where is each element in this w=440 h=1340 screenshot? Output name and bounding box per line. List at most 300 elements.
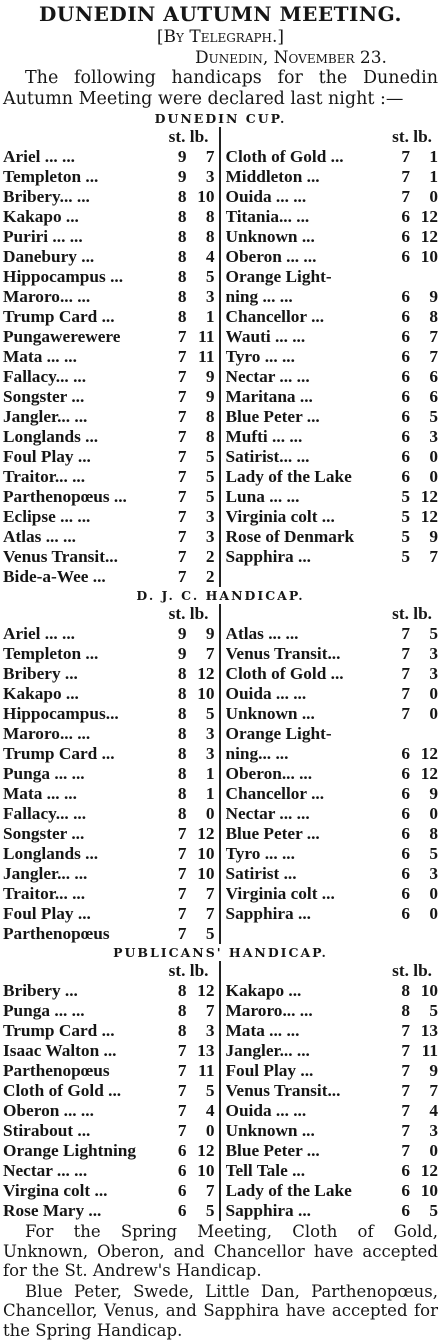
- horse-entry: [226, 1201, 439, 1221]
- weight-stone: 7: [388, 704, 410, 724]
- weight-pounds: 0: [410, 467, 438, 487]
- horse-name: Isaac Walton ...: [3, 1041, 165, 1061]
- horse-entry: [226, 487, 439, 507]
- weight-pounds: 3: [187, 744, 215, 764]
- horse-entry: [226, 447, 439, 467]
- weight-pounds: 1: [410, 167, 438, 187]
- weight-pounds: 3: [410, 644, 438, 664]
- weight-pounds: 5: [187, 1201, 215, 1221]
- weight-stone: 7: [165, 824, 187, 844]
- horse-name: Ariel ... ...: [3, 147, 165, 167]
- weight-pounds: 3: [187, 527, 215, 547]
- weight-pounds: 0: [410, 187, 438, 207]
- weight-stone: 9: [165, 167, 187, 187]
- horse-entry: [226, 147, 439, 167]
- weight-stone: 8: [388, 1001, 410, 1021]
- weight-stone: 9: [165, 624, 187, 644]
- weight-stone: 5: [388, 527, 410, 547]
- horse-entry: [3, 864, 215, 884]
- horse-entry: [226, 507, 439, 527]
- weight-pounds: 8: [410, 307, 438, 327]
- horse-name: ning... ...: [226, 744, 389, 764]
- horse-name: Cloth of Gold ...: [226, 664, 389, 684]
- horse-name: Orange Lightning: [3, 1141, 165, 1161]
- horse-name: Tell Tale ...: [226, 1161, 389, 1181]
- weight-stone: 8: [165, 207, 187, 227]
- weight-stone: 6: [388, 467, 410, 487]
- weight-pounds: 3: [187, 287, 215, 307]
- weight-stone: 6: [165, 1181, 187, 1201]
- horse-entry: [226, 207, 439, 227]
- weight-stone: 7: [165, 864, 187, 884]
- horse-entry: [3, 507, 215, 527]
- weight-stone: 7: [165, 567, 187, 587]
- weight-stone: 7: [165, 1041, 187, 1061]
- weight-stone: 7: [165, 427, 187, 447]
- horse-name: Rose Mary ...: [3, 1201, 165, 1221]
- horse-name: Bribery ...: [3, 981, 165, 1001]
- weight-pounds: 5: [187, 447, 215, 467]
- horse-entry: [3, 981, 215, 1001]
- weight-pounds: 5: [410, 844, 438, 864]
- horse-name: Ouida ... ...: [226, 684, 389, 704]
- horse-name: ning ... ...: [226, 287, 389, 307]
- weight-stone: 6: [388, 1161, 410, 1181]
- weight-pounds: 0: [410, 884, 438, 904]
- horse-name: Longlands ...: [3, 844, 165, 864]
- weight-pounds: 9: [187, 367, 215, 387]
- horse-entry: [3, 904, 215, 924]
- subhead: [By Telegraph.]: [3, 26, 438, 48]
- weight-pounds: 9: [410, 1061, 438, 1081]
- weight-pounds: 3: [187, 1021, 215, 1041]
- weight-pounds: 9: [187, 624, 215, 644]
- weight-stone: 6: [388, 764, 410, 784]
- horse-entry: [226, 527, 439, 547]
- weight-stone: 8: [165, 764, 187, 784]
- horse-entry: [226, 1181, 439, 1201]
- weight-header-label: st. lb.: [392, 604, 432, 624]
- weight-stone: 7: [388, 664, 410, 684]
- horse-name: Foul Play ...: [3, 447, 165, 467]
- horse-entry: [3, 1081, 215, 1101]
- weight-pounds: 10: [187, 187, 215, 207]
- horse-name: Mufti ... ...: [226, 427, 389, 447]
- horse-name: Oberon ... ...: [226, 247, 389, 267]
- horse-entry: [3, 267, 215, 287]
- horse-name: Eclipse ... ...: [3, 507, 165, 527]
- weight-pounds: 1: [187, 784, 215, 804]
- weight-pounds: 3: [187, 724, 215, 744]
- horse-name: Sapphira ...: [226, 1201, 389, 1221]
- weight-pounds: 0: [410, 447, 438, 467]
- horse-name: Danebury ...: [3, 247, 165, 267]
- horse-entry: [3, 764, 215, 784]
- horse-entry: [3, 167, 215, 187]
- horse-entry: [226, 1061, 439, 1081]
- horse-entry: [226, 267, 439, 287]
- horse-name: Ariel ... ...: [3, 624, 165, 644]
- weight-stone: 7: [165, 844, 187, 864]
- weight-pounds: 8: [187, 207, 215, 227]
- weight-stone: 8: [388, 981, 410, 1001]
- weight-stone: 6: [388, 904, 410, 924]
- horse-name: Cloth of Gold ...: [3, 1081, 165, 1101]
- horse-name: Wauti ... ...: [226, 327, 389, 347]
- horse-entry: [226, 864, 439, 884]
- horse-name: Jangler... ...: [3, 864, 165, 884]
- horse-name: Cloth of Gold ...: [226, 147, 389, 167]
- weight-pounds: 10: [187, 864, 215, 884]
- weight-stone: 8: [165, 267, 187, 287]
- horse-name: Traitor... ...: [3, 467, 165, 487]
- horse-name: Lady of the Lake: [226, 467, 389, 487]
- horse-entry: [3, 527, 215, 547]
- horse-name: Oberon ... ...: [3, 1101, 165, 1121]
- weight-pounds: 11: [187, 347, 215, 367]
- horse-name: Songster ...: [3, 387, 165, 407]
- horse-entry: [3, 1061, 215, 1081]
- weight-stone: 7: [388, 624, 410, 644]
- horse-name: Songster ...: [3, 824, 165, 844]
- horse-name: Maroro... ...: [226, 1001, 389, 1021]
- weight-header: [3, 604, 215, 624]
- horse-entry: [226, 227, 439, 247]
- horse-name: Jangler... ...: [3, 407, 165, 427]
- horse-name: Lady of the Lake: [226, 1181, 389, 1201]
- weight-pounds: 5: [410, 1201, 438, 1221]
- horse-name: Orange Light-: [226, 267, 389, 287]
- weight-header-label: st. lb.: [169, 604, 209, 624]
- weight-stone: 8: [165, 227, 187, 247]
- weight-stone: 5: [388, 547, 410, 567]
- horse-name: Trump Card ...: [3, 307, 165, 327]
- horse-name: Chancellor ...: [226, 307, 389, 327]
- weight-pounds: 0: [187, 804, 215, 824]
- weight-stone: 8: [165, 784, 187, 804]
- horse-entry: [3, 724, 215, 744]
- horse-name: Kakapo ...: [3, 684, 165, 704]
- horse-entry: [3, 1201, 215, 1221]
- weight-stone: 8: [165, 664, 187, 684]
- weight-pounds: 7: [187, 904, 215, 924]
- horse-entry: [3, 1021, 215, 1041]
- weight-stone: 6: [388, 784, 410, 804]
- weight-stone: 6: [165, 1201, 187, 1221]
- horse-name: Punga ... ...: [3, 1001, 165, 1021]
- horse-entry: [3, 367, 215, 387]
- weight-pounds: 5: [187, 704, 215, 724]
- handicap-tables: [3, 110, 438, 1221]
- horse-entry: [226, 884, 439, 904]
- race-title: D. J. C. HANDICAP.: [3, 587, 438, 604]
- horse-name: Satirist ...: [226, 864, 389, 884]
- weight-pounds: 9: [187, 387, 215, 407]
- horse-entry: [226, 804, 439, 824]
- footer-paragraph: For the Spring Meeting, Cloth of Gold, Unknown, Oberon, and Chancellor have accepted for the St. Andrew's Handicap.: [3, 1222, 438, 1281]
- handicap-column-right: [221, 961, 439, 1221]
- weight-pounds: 12: [410, 744, 438, 764]
- horse-entry: [226, 1041, 439, 1061]
- horse-entry: [3, 1041, 215, 1061]
- weight-pounds: 10: [187, 684, 215, 704]
- horse-entry: [226, 704, 439, 724]
- horse-name: Sapphira ...: [226, 547, 389, 567]
- horse-entry: [3, 147, 215, 167]
- weight-stone: 7: [165, 507, 187, 527]
- horse-name: Templeton ...: [3, 167, 165, 187]
- weight-stone: 7: [165, 1121, 187, 1141]
- weight-pounds: 11: [187, 1061, 215, 1081]
- horse-name: Nectar ... ...: [226, 804, 389, 824]
- horse-name: Parthenopœus: [3, 924, 165, 944]
- weight-header: [3, 127, 215, 147]
- horse-entry: [226, 307, 439, 327]
- weight-stone: 7: [388, 1021, 410, 1041]
- weight-pounds: 2: [187, 567, 215, 587]
- weight-pounds: 0: [410, 1141, 438, 1161]
- horse-entry: [3, 744, 215, 764]
- weight-stone: 6: [165, 1141, 187, 1161]
- weight-stone: 7: [388, 167, 410, 187]
- weight-stone: 6: [388, 427, 410, 447]
- weight-pounds: 12: [187, 981, 215, 1001]
- weight-pounds: 1: [187, 307, 215, 327]
- weight-stone: 6: [388, 247, 410, 267]
- horse-entry: [226, 1081, 439, 1101]
- weight-pounds: 0: [410, 804, 438, 824]
- weight-pounds: 6: [410, 367, 438, 387]
- weight-pounds: 12: [410, 764, 438, 784]
- weight-header: [226, 604, 439, 624]
- horse-entry: [3, 644, 215, 664]
- weight-stone: 6: [388, 1181, 410, 1201]
- horse-entry: [226, 644, 439, 664]
- horse-name: Atlas ... ...: [3, 527, 165, 547]
- horse-entry: [226, 844, 439, 864]
- horse-name: Hippocampus...: [3, 704, 165, 724]
- horse-name: Sapphira ...: [226, 904, 389, 924]
- weight-pounds: 8: [187, 227, 215, 247]
- horse-entry: [3, 547, 215, 567]
- weight-pounds: 7: [410, 1081, 438, 1101]
- horse-name: Nectar ... ...: [226, 367, 389, 387]
- weight-stone: 6: [388, 864, 410, 884]
- weight-pounds: 9: [410, 527, 438, 547]
- horse-name: Puriri ... ...: [3, 227, 165, 247]
- race-title: DUNEDIN CUP.: [3, 110, 438, 127]
- horse-entry: [3, 804, 215, 824]
- horse-name: Trump Card ...: [3, 744, 165, 764]
- horse-name: Virgina colt ...: [3, 1181, 165, 1201]
- weight-stone: 6: [388, 447, 410, 467]
- weight-header-label: st. lb.: [169, 127, 209, 147]
- horse-name: Maritana ...: [226, 387, 389, 407]
- horse-entry: [226, 684, 439, 704]
- weight-stone: 7: [165, 1081, 187, 1101]
- weight-pounds: 0: [187, 1121, 215, 1141]
- horse-name: Atlas ... ...: [226, 624, 389, 644]
- weight-stone: 7: [165, 1061, 187, 1081]
- weight-pounds: 4: [410, 1101, 438, 1121]
- horse-entry: [226, 1121, 439, 1141]
- horse-name: Tyro ... ...: [226, 844, 389, 864]
- handicap-column-right: [221, 604, 439, 944]
- handicap-table: [3, 127, 438, 587]
- weight-header: [226, 961, 439, 981]
- horse-name: Parthenopœus ...: [3, 487, 165, 507]
- horse-name: Blue Peter ...: [226, 824, 389, 844]
- horse-entry: [3, 347, 215, 367]
- horse-name: Mata ... ...: [226, 1021, 389, 1041]
- weight-stone: 7: [165, 884, 187, 904]
- weight-stone: 8: [165, 247, 187, 267]
- horse-entry: [226, 981, 439, 1001]
- horse-name: Fallacy... ...: [3, 804, 165, 824]
- horse-name: Rose of Denmark: [226, 527, 389, 547]
- weight-stone: 7: [165, 467, 187, 487]
- handicap-column-left: [3, 604, 221, 944]
- handicap-table: [3, 961, 438, 1221]
- horse-entry: [226, 824, 439, 844]
- weight-stone: 7: [165, 367, 187, 387]
- weight-stone: 7: [165, 1101, 187, 1121]
- weight-pounds: 13: [410, 1021, 438, 1041]
- footer-paragraph: Blue Peter, Swede, Little Dan, Parthenopœus, Chancellor, Venus, and Sapphira have accepted for the Spring Handicap.: [3, 1282, 438, 1340]
- weight-stone: 8: [165, 307, 187, 327]
- weight-pounds: 5: [410, 1001, 438, 1021]
- horse-name: Venus Transit...: [3, 547, 165, 567]
- horse-entry: [226, 547, 439, 567]
- horse-entry: [226, 1161, 439, 1181]
- weight-stone: 8: [165, 187, 187, 207]
- horse-entry: [3, 447, 215, 467]
- horse-name: Middleton ...: [226, 167, 389, 187]
- horse-entry: [3, 684, 215, 704]
- horse-name: Mata ... ...: [3, 347, 165, 367]
- horse-entry: [226, 1141, 439, 1161]
- horse-entry: [3, 307, 215, 327]
- horse-name: Kakapo ...: [3, 207, 165, 227]
- horse-entry: [3, 824, 215, 844]
- horse-entry: [226, 624, 439, 644]
- weight-stone: 9: [165, 147, 187, 167]
- weight-stone: 6: [388, 287, 410, 307]
- weight-stone: 7: [388, 147, 410, 167]
- horse-entry: [3, 487, 215, 507]
- weight-stone: 7: [388, 1041, 410, 1061]
- horse-name: Venus Transit...: [226, 644, 389, 664]
- weight-pounds: 3: [410, 864, 438, 884]
- weight-pounds: 5: [410, 624, 438, 644]
- weight-stone: 7: [388, 1081, 410, 1101]
- horse-entry: [226, 327, 439, 347]
- weight-pounds: 5: [187, 1081, 215, 1101]
- horse-entry: [226, 764, 439, 784]
- weight-stone: 8: [165, 684, 187, 704]
- horse-name: Luna ... ...: [226, 487, 389, 507]
- weight-header: [3, 961, 215, 981]
- weight-stone: 7: [388, 644, 410, 664]
- horse-name: Blue Peter ...: [226, 407, 389, 427]
- horse-name: Ouida ... ...: [226, 187, 389, 207]
- weight-stone: 7: [165, 327, 187, 347]
- horse-name: Venus Transit...: [226, 1081, 389, 1101]
- weight-pounds: 7: [410, 547, 438, 567]
- horse-name: Virginia colt ...: [226, 884, 389, 904]
- race-title: PUBLICANS' HANDICAP.: [3, 944, 438, 961]
- horse-entry: [226, 367, 439, 387]
- horse-name: Stirabout ...: [3, 1121, 165, 1141]
- horse-name: Orange Light-: [226, 724, 389, 744]
- weight-pounds: 12: [187, 1141, 215, 1161]
- weight-stone: 8: [165, 287, 187, 307]
- horse-name: Longlands ...: [3, 427, 165, 447]
- weight-pounds: 10: [187, 844, 215, 864]
- horse-entry: [3, 784, 215, 804]
- weight-pounds: 12: [410, 507, 438, 527]
- horse-entry: [3, 387, 215, 407]
- horse-entry: [226, 247, 439, 267]
- weight-pounds: 13: [187, 1041, 215, 1061]
- horse-name: Traitor... ...: [3, 884, 165, 904]
- weight-stone: 6: [388, 804, 410, 824]
- horse-entry: [3, 207, 215, 227]
- horse-name: Trump Card ...: [3, 1021, 165, 1041]
- weight-pounds: 1: [410, 147, 438, 167]
- horse-name: Maroro... ...: [3, 287, 165, 307]
- horse-entry: [3, 427, 215, 447]
- horse-entry: [3, 287, 215, 307]
- weight-pounds: 5: [410, 407, 438, 427]
- horse-entry: [3, 407, 215, 427]
- weight-stone: 7: [165, 347, 187, 367]
- horse-entry: [3, 1001, 215, 1021]
- horse-name: Oberon... ...: [226, 764, 389, 784]
- horse-name: Bribery ...: [3, 664, 165, 684]
- weight-pounds: 4: [187, 247, 215, 267]
- horse-name: Jangler... ...: [226, 1041, 389, 1061]
- horse-name: Unknown ...: [226, 1121, 389, 1141]
- handicap-column-left: [3, 961, 221, 1221]
- handicap-column-right: [221, 127, 439, 587]
- horse-entry: [3, 1121, 215, 1141]
- weight-stone: 6: [388, 327, 410, 347]
- weight-stone: 6: [388, 207, 410, 227]
- horse-entry: [226, 664, 439, 684]
- weight-pounds: 9: [410, 784, 438, 804]
- horse-entry: [3, 1161, 215, 1181]
- weight-stone: 6: [388, 307, 410, 327]
- horse-entry: [3, 467, 215, 487]
- weight-pounds: 5: [187, 487, 215, 507]
- weight-pounds: 9: [410, 287, 438, 307]
- horse-entry: [3, 884, 215, 904]
- handicap-table: [3, 604, 438, 944]
- weight-stone: 6: [165, 1161, 187, 1181]
- horse-entry: [226, 1021, 439, 1041]
- weight-stone: 6: [388, 407, 410, 427]
- horse-entry: [226, 744, 439, 764]
- weight-pounds: 10: [187, 1161, 215, 1181]
- weight-pounds: 5: [187, 467, 215, 487]
- horse-name: Fallacy... ...: [3, 367, 165, 387]
- horse-entry: [3, 1181, 215, 1201]
- weight-pounds: 0: [410, 904, 438, 924]
- weight-stone: 7: [388, 187, 410, 207]
- weight-stone: 6: [388, 884, 410, 904]
- horse-entry: [3, 247, 215, 267]
